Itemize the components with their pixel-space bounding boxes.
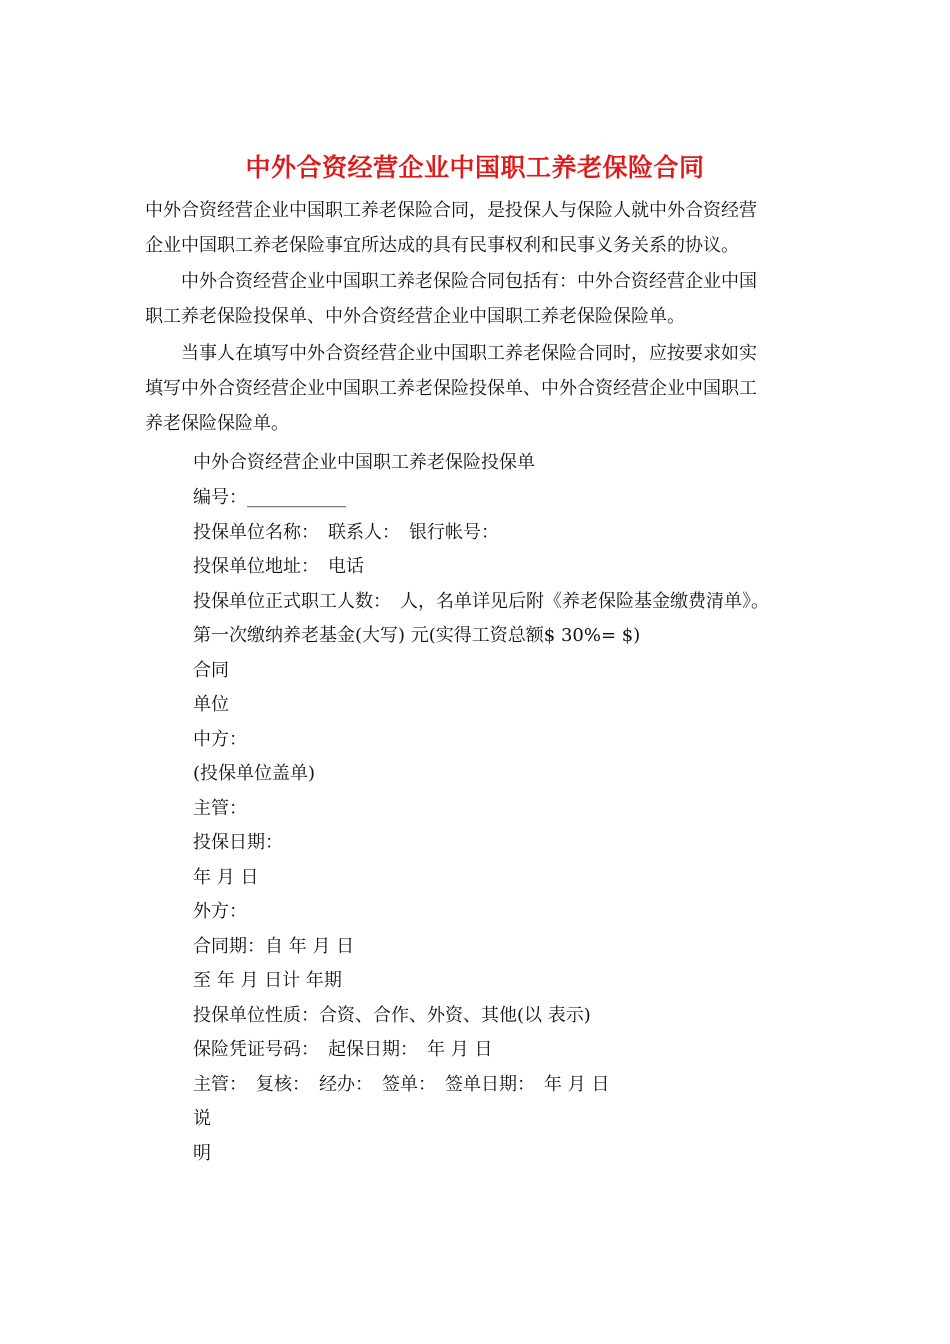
paragraph-line: 养老保险保险单。 xyxy=(145,413,289,434)
document-title: 中外合资经营企业中国职工养老保险合同 xyxy=(245,153,705,182)
form-line-contract-period-from: 合同期：自 年 月 日 xyxy=(193,936,355,957)
paragraph-line: 当事人在填写中外合资经营企业中国职工养老保险合同时，应按要求如实 xyxy=(145,343,757,364)
paragraph-contents xyxy=(145,264,805,334)
form-field-staff-count: 投保单位正式职工人数： 人，名单详见后附《养老保险基金缴费清单》。 xyxy=(193,591,769,612)
paragraph-line: 填写中外合资经营企业中国职工养老保险投保单、中外合资经营企业中国职工 xyxy=(145,378,757,399)
form-line-foreign-party: 外方： xyxy=(193,901,247,922)
form-field-first-payment: 第一次缴纳养老基金(大写) 元(实得工资总额$ 30%= $) xyxy=(193,625,641,646)
form-line-supervisor: 主管： xyxy=(193,798,247,819)
form-line-seal: (投保单位盖单) xyxy=(193,763,316,784)
form-line-application-date: 投保日期： xyxy=(193,832,283,853)
form-line-chinese-party: 中方： xyxy=(193,729,247,750)
paragraph-line: 中外合资经营企业中国职工养老保险合同，是投保人与保险人就中外合资经营 xyxy=(145,200,757,221)
form-heading: 中外合资经营企业中国职工养老保险投保单 xyxy=(193,452,535,473)
form-field-number: 编号：___________ xyxy=(193,487,346,508)
form-field-address: 投保单位地址： 电话 xyxy=(193,556,364,577)
form-line-notes-2: 明 xyxy=(193,1143,211,1164)
paragraph-instructions xyxy=(145,336,805,441)
paragraph-intro xyxy=(145,193,805,263)
form-line-signatures: 主管： 复核： 经办： 签单： 签单日期： 年 月 日 xyxy=(193,1074,610,1095)
form-line-contract-period-to: 至 年 月 日计 年期 xyxy=(193,970,342,991)
form-line-notes-1: 说 xyxy=(193,1108,211,1129)
form-line-date: 年 月 日 xyxy=(193,867,259,888)
form-line-unit: 单位 xyxy=(193,694,229,715)
form-line-unit-nature: 投保单位性质：合资、合作、外资、其他(以 表示) xyxy=(193,1005,591,1026)
form-line-certificate: 保险凭证号码： 起保日期： 年 月 日 xyxy=(193,1039,493,1060)
form-field-applicant: 投保单位名称： 联系人： 银行帐号： xyxy=(193,522,499,543)
paragraph-line: 职工养老保险投保单、中外合资经营企业中国职工养老保险保险单。 xyxy=(145,306,685,327)
form-line-contract: 合同 xyxy=(193,660,229,681)
paragraph-line: 企业中国职工养老保险事宜所达成的具有民事权利和民事义务关系的协议。 xyxy=(145,235,739,256)
paragraph-line: 中外合资经营企业中国职工养老保险合同包括有：中外合资经营企业中国 xyxy=(145,271,757,292)
